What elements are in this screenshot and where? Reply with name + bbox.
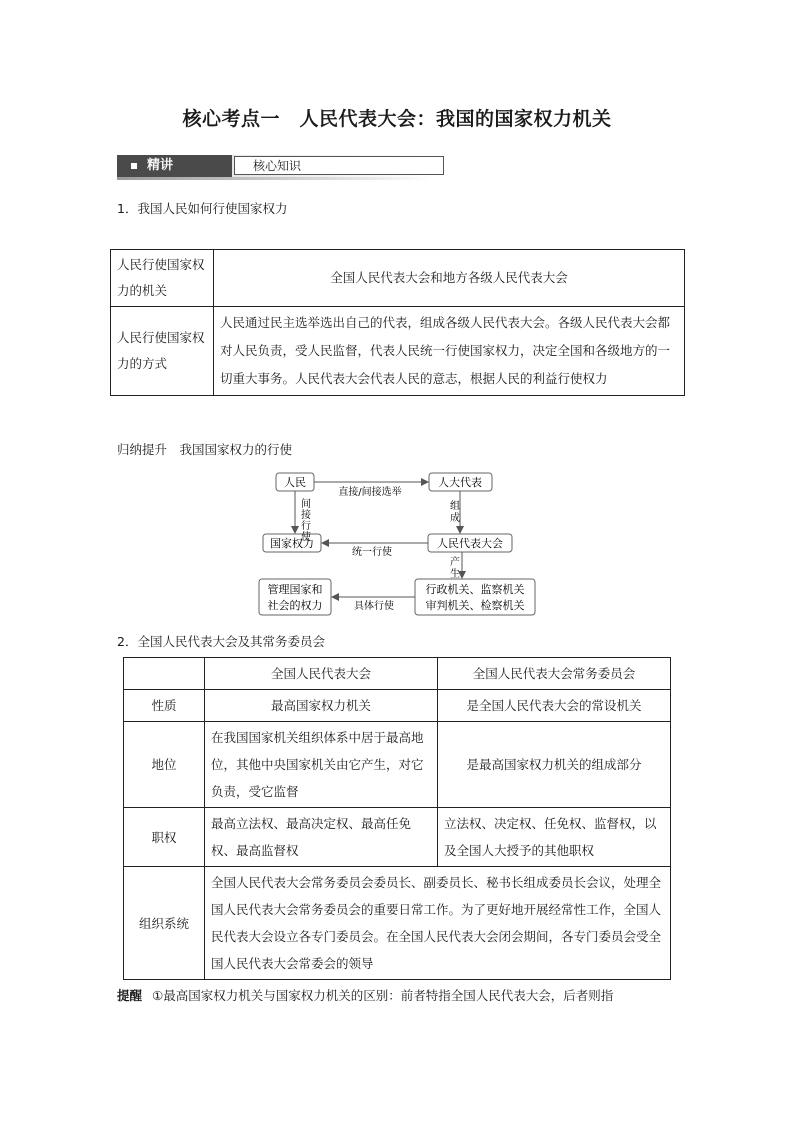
table-row	[111, 307, 685, 396]
banner-tag-lecture	[117, 155, 232, 177]
row-value: 全国人民代表大会和地方各级人民代表大会	[214, 250, 685, 307]
row-npc: 在我国国家机关组织体系中居于最高地位，其他中央国家机关由它产生，对它负责，受它监督	[205, 722, 438, 808]
node-congress: 人民代表大会	[437, 537, 503, 550]
column-header: 全国人民代表大会常务委员会	[438, 658, 671, 690]
table-row	[124, 808, 671, 867]
npc-comparison-table	[123, 657, 671, 980]
row-key: 职权	[124, 808, 205, 867]
section-banner	[117, 155, 432, 181]
column-header	[124, 658, 205, 690]
reminder-label: 提醒	[117, 988, 143, 1003]
row-key: 组织系统	[124, 867, 205, 980]
row-value: 人民通过民主选举选出自己的代表，组成各级人民代表大会。各级人民代表大会都对人民负责，受人民监督，代表人民统一行使国家权力，决定全国和各级地方的一切重大事务。人民代表大会代表人民的意志，根据人民的利益行使权力	[214, 307, 685, 396]
banner-tag-knowledge: 核心知识	[234, 156, 444, 175]
section2-heading: 2．全国人民代表大会及其常务委员会	[117, 634, 325, 649]
node-power: 国家权力	[270, 537, 314, 550]
node-deputies: 人大代表	[438, 476, 482, 489]
table-header-row	[124, 658, 671, 690]
node-manage-line2: 社会的权力	[267, 599, 323, 612]
reminder-text: ①最高国家权力机关与国家权力机关的区别：前者特指全国人民代表大会，后者则指	[152, 988, 614, 1003]
table-row	[111, 250, 685, 307]
row-standing: 是最高国家权力机关的组成部分	[438, 722, 671, 808]
node-people: 人民	[284, 476, 306, 489]
node-organs-line1: 行政机关、监察机关	[425, 583, 525, 596]
node-manage-line1: 管理国家和	[267, 583, 323, 596]
edge-produce-label: 产生	[447, 556, 459, 580]
row-standing: 立法权、决定权、任免权、监督权，以及全国人大授予的其他职权	[438, 808, 671, 867]
reminder-note	[117, 986, 757, 1004]
square-bullet-icon	[131, 163, 137, 169]
banner-shadow	[117, 177, 432, 180]
table-row	[124, 722, 671, 808]
edge-elect-label: 直接/间接选举	[338, 487, 402, 498]
edge-indirect-label: 间接行使	[298, 498, 310, 542]
edge-concrete-label: 具体行使	[354, 601, 394, 612]
row-npc: 最高国家权力机关	[205, 690, 438, 722]
power-exercise-table	[110, 249, 685, 396]
edge-form-label: 组成	[447, 500, 459, 524]
node-organs-line2: 审判机关、检察机关	[425, 599, 525, 612]
summary-heading: 归纳提升 我国国家权力的行使	[117, 442, 293, 457]
row-key: 地位	[124, 722, 205, 808]
edge-unified-label: 统一行使	[352, 547, 392, 558]
row-npc: 最高立法权、最高决定权、最高任免权、最高监督权	[205, 808, 438, 867]
row-org-value: 全国人民代表大会常务委员会委员长、副委员长、秘书长组成委员长会议，处理全国人民代表大会常务委员会的重要日常工作。为了更好地开展经常性工作，全国人民代表大会设立各专门委员会。在全国人民代表大会闭会期间，各专门委员会受全国人民代表大会常委会的领导	[205, 867, 671, 980]
banner-tag-lecture-label: 精讲	[147, 158, 174, 173]
row-key: 人民行使国家权力的机关	[111, 250, 214, 307]
row-standing: 是全国人民代表大会的常设机关	[438, 690, 671, 722]
section1-heading: 1．我国人民如何行使国家权力	[117, 201, 288, 216]
column-header: 全国人民代表大会	[205, 658, 438, 690]
row-key: 人民行使国家权力的方式	[111, 307, 214, 396]
row-key: 性质	[124, 690, 205, 722]
page-title: 核心考点一 人民代表大会：我国的国家权力机关	[182, 108, 612, 130]
power-flow-diagram	[250, 468, 550, 620]
table-row	[124, 690, 671, 722]
table-row	[124, 867, 671, 980]
